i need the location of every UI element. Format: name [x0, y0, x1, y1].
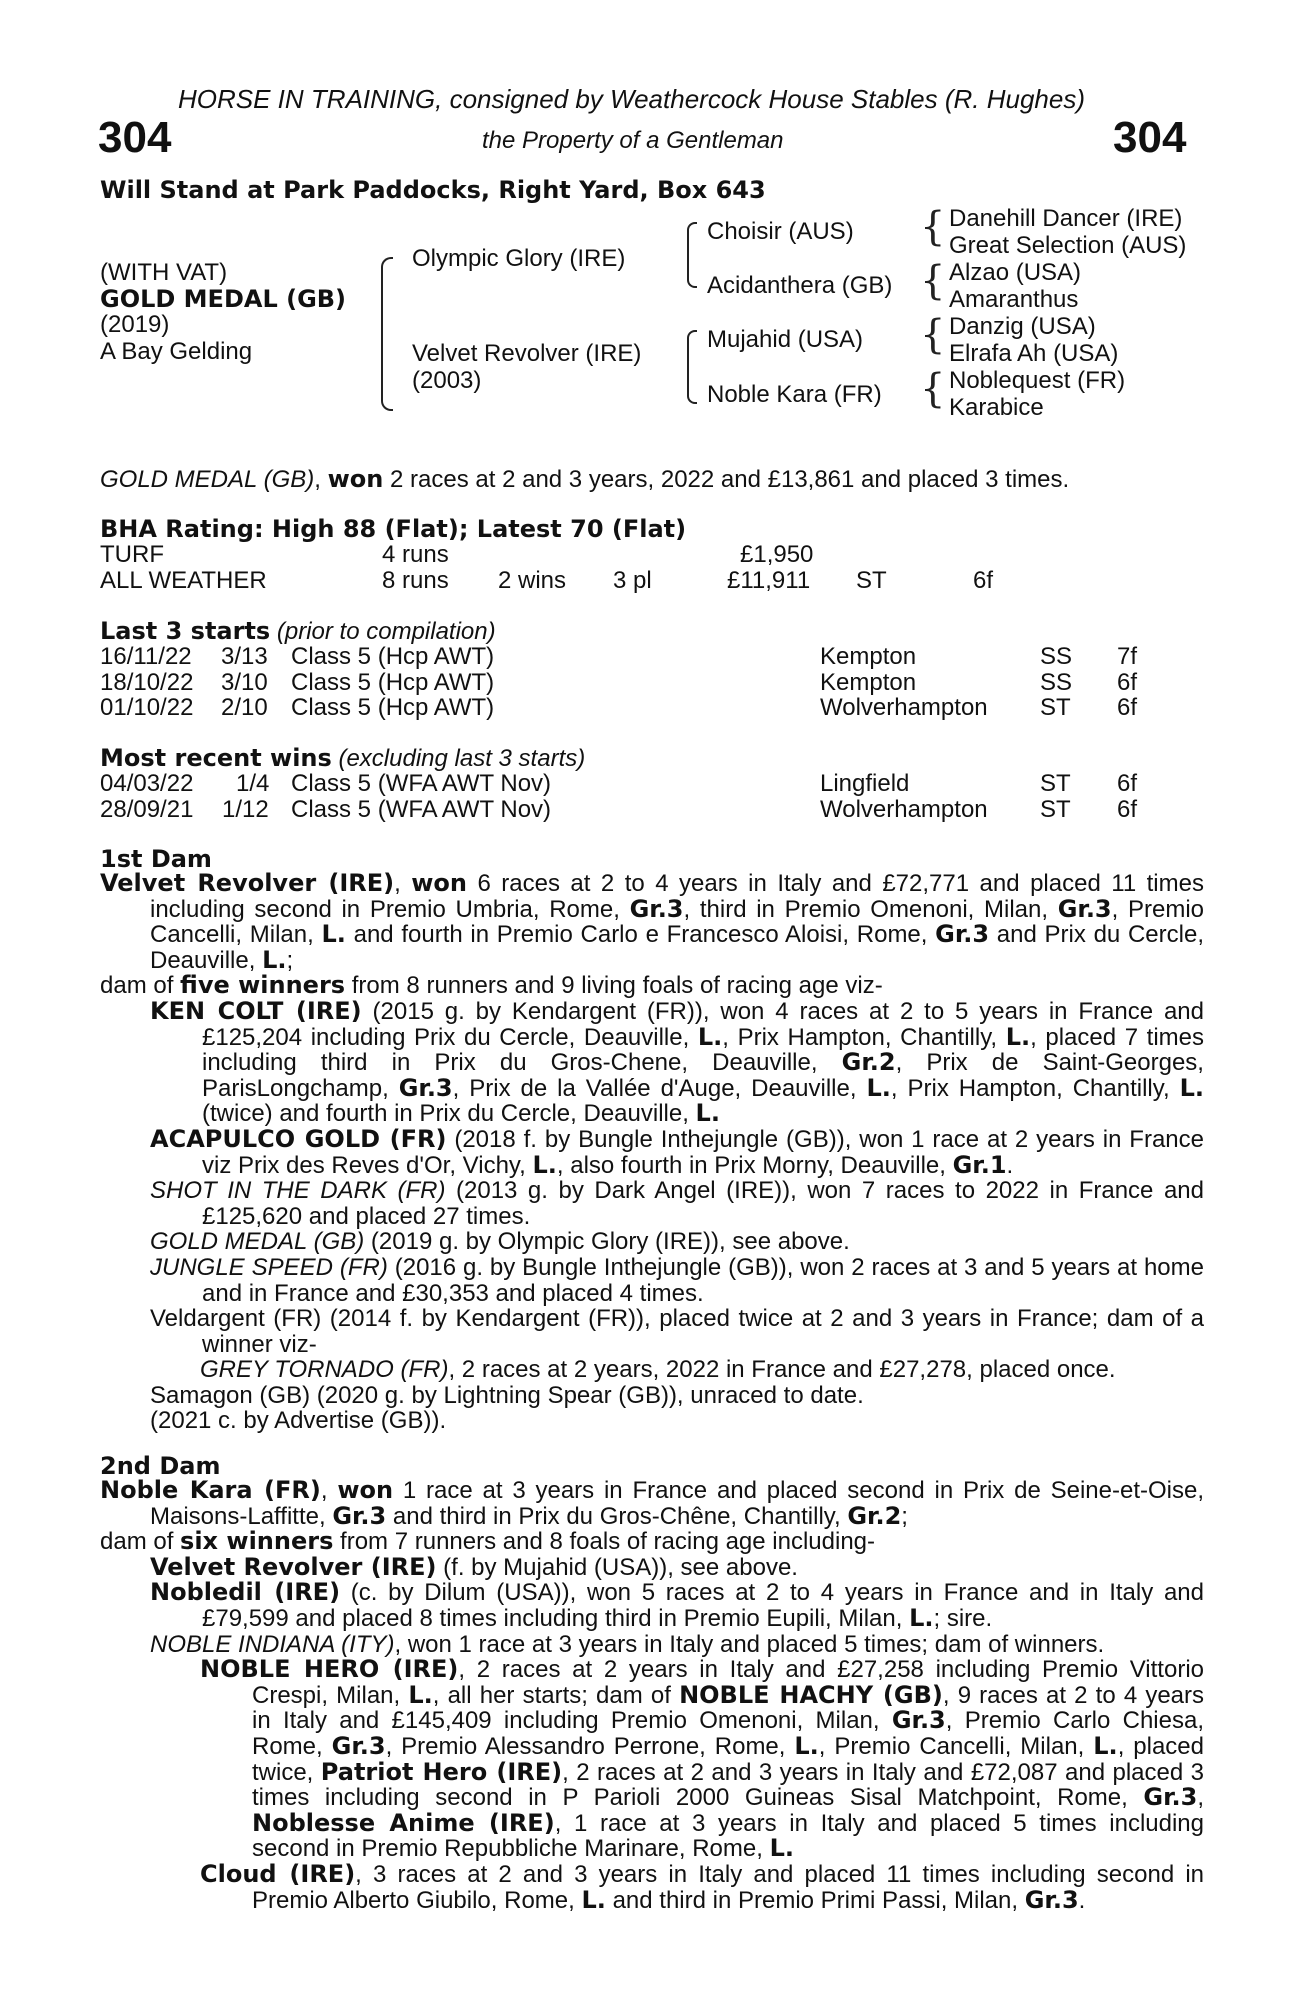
form-distance: 6f — [1117, 796, 1138, 823]
rating-runs: 8 runs — [382, 567, 449, 594]
pedigree-ddd: Karabice — [949, 394, 1044, 421]
pedigree-dss: Danzig (USA) — [949, 313, 1096, 340]
dam-record: Velvet Revolver (IRE), won 6 races at 2 to 4 years in Italy and £72,771 and placed 11 times including second in Premio Umbria, Rome, Gr.3, third in Premio Omenoni, Milan, Gr.3, Premio Cancelli, Milan, L. and fourth in Premio Carlo e Francesco Aloisi, Rome, Gr.3 and Prix du Cercle, Deauville, L.; — [100, 869, 1205, 974]
pedigree-dam: Velvet Revolver (IRE) — [412, 340, 642, 367]
produce-entry: ACAPULCO GOLD (FR) (2018 f. by Bungle Inthejungle (GB)), won 1 race at 2 years in France viz Prix des Reves d'Or, Vichy, L., also fourth in Prix Morny, Deauville, Gr.1. — [150, 1124, 1205, 1179]
form-date: 18/10/22 — [100, 669, 194, 696]
produce-entry: Veldargent (FR) (2014 f. by Kendargent (FR)), placed twice at 2 and 3 years in France; dam of a winner viz- — [150, 1305, 1204, 1358]
produce-entry: (2021 c. by Advertise (GB)). — [150, 1407, 447, 1435]
first-dam-heading: 1st Dam — [100, 845, 212, 873]
last3-heading: Last 3 starts (prior to compilation) — [100, 617, 496, 645]
produce-summary: dam of six winners from 7 runners and 8 foals of racing age including- — [100, 1527, 876, 1556]
rating-heading: BHA Rating: High 88 (Flat); Latest 70 (Flat) — [100, 515, 687, 543]
form-distance: 6f — [1117, 770, 1138, 797]
race-summary: GOLD MEDAL (GB), won 2 races at 2 and 3 years, 2022 and £13,861 and placed 3 times. — [100, 465, 1070, 493]
lot-number-right: 304 — [1113, 113, 1187, 162]
pedigree-dam-year: (2003) — [412, 367, 482, 394]
form-position: 3/10 — [221, 669, 268, 696]
form-going: ST — [1040, 694, 1071, 721]
rating-surface: TURF — [100, 541, 164, 568]
stand-location: Will Stand at Park Paddocks, Right Yard, Box 643 — [100, 176, 766, 204]
form-going: SS — [1040, 669, 1073, 696]
pedigree-sss: Danehill Dancer (IRE) — [949, 205, 1183, 232]
form-date: 04/03/22 — [100, 770, 194, 797]
form-position: 2/10 — [221, 694, 268, 721]
rating-placed: 3 pl — [613, 567, 652, 594]
form-position: 1/4 — [236, 770, 270, 797]
second-dam-heading: 2nd Dam — [100, 1452, 221, 1480]
form-class: Class 5 (WFA AWT Nov) — [291, 796, 552, 823]
property-line: the Property of a Gentleman — [482, 127, 784, 154]
form-course: Kempton — [820, 643, 917, 670]
form-distance: 6f — [1117, 694, 1138, 721]
form-distance: 6f — [1117, 669, 1138, 696]
pedigree-dsd: Elrafa Ah (USA) — [949, 340, 1119, 367]
form-position: 1/12 — [222, 796, 269, 823]
pedigree-brace-1: { — [920, 204, 946, 250]
form-class: Class 5 (Hcp AWT) — [291, 669, 495, 696]
rating-going: ST — [856, 567, 887, 594]
form-position: 3/13 — [221, 643, 268, 670]
form-course: Kempton — [820, 669, 917, 696]
form-date: 01/10/22 — [100, 694, 194, 721]
horse-name: GOLD MEDAL (GB) — [100, 285, 347, 313]
pedigree-sire: Olympic Glory (IRE) — [412, 245, 626, 272]
recent-wins-heading: Most recent wins (excluding last 3 starts) — [100, 744, 586, 772]
produce-entry: NOBLE INDIANA (ITY), won 1 race at 3 years in Italy and placed 5 times; dam of winners. — [150, 1630, 1105, 1658]
form-going: ST — [1040, 796, 1071, 823]
rating-prize: £1,950 — [740, 541, 814, 568]
produce-entry: Samagon (GB) (2020 g. by Lightning Spear (GB)), unraced to date. — [150, 1381, 864, 1409]
pedigree-sds: Alzao (USA) — [949, 259, 1082, 286]
produce-summary: dam of five winners from 8 runners and 9 living foals of racing age viz- — [100, 971, 883, 1000]
pedigree-sire-dam: Acidanthera (GB) — [707, 272, 893, 299]
form-date: 16/11/22 — [100, 643, 192, 670]
pedigree-brace-2: { — [920, 258, 946, 304]
pedigree-ssd: Great Selection (AUS) — [949, 232, 1187, 259]
pedigree-bracket-sire — [687, 222, 697, 288]
pedigree-brace-4: { — [920, 366, 946, 412]
form-class: Class 5 (WFA AWT Nov) — [291, 770, 552, 797]
pedigree-dam-sire: Mujahid (USA) — [707, 326, 864, 353]
summary-horse-name: GOLD MEDAL (GB) — [100, 466, 315, 493]
first-dam-section — [100, 871, 1204, 1434]
pedigree-dds: Noblequest (FR) — [949, 367, 1126, 394]
horse-description: A Bay Gelding — [100, 338, 253, 365]
rating-surface: ALL WEATHER — [100, 567, 267, 594]
form-distance: 7f — [1117, 643, 1138, 670]
form-course: Wolverhampton — [820, 694, 988, 721]
form-class: Class 5 (Hcp AWT) — [291, 694, 495, 721]
form-course: Wolverhampton — [820, 796, 988, 823]
consignor-line: HORSE IN TRAINING, consigned by Weathercock House Stables (R. Hughes) — [178, 84, 1085, 114]
form-going: ST — [1040, 770, 1071, 797]
produce-entry: GREY TORNADO (FR), 2 races at 2 years, 2022 in France and £27,278, placed once. — [200, 1356, 1116, 1384]
rating-distance: 6f — [973, 567, 994, 594]
pedigree-brace-3: { — [920, 312, 946, 358]
pedigree-bracket-dam — [687, 330, 697, 404]
pedigree-sire-sire: Choisir (AUS) — [707, 218, 854, 245]
pedigree-bracket-main — [381, 257, 393, 411]
horse-year: (2019) — [100, 311, 170, 338]
form-date: 28/09/21 — [100, 796, 194, 823]
produce-entry: Velvet Revolver (IRE) (f. by Mujahid (USA)), see above. — [150, 1552, 798, 1581]
produce-entry: JUNGLE SPEED (FR) (2016 g. by Bungle Inthejungle (GB)), won 2 races at 3 and 5 years at home and in France and £30,353 and placed 4 times. — [150, 1253, 1204, 1307]
form-class: Class 5 (Hcp AWT) — [291, 643, 495, 670]
produce-entry: KEN COLT (IRE) (2015 g. by Kendargent (FR)), won 4 races at 2 to 5 years in France and £125,204 including Prix du Cercle, Deauville, L., Prix Hampton, Chantilly, L., placed 7 times including third in Prix du Gros-Chene, Deauville, Gr.2, Prix de Saint-Georges, ParisLongchamp, Gr.3, Prix de la Vallée d'Auge, Deauville, L., Prix Hampton, Chantilly, L. (twice) and fourth in Prix du Cercle, Deauville, L. — [150, 996, 1204, 1128]
summary-text: 2 races at 2 and 3 years, 2022 and £13,861 and placed 3 times. — [383, 466, 1070, 493]
produce-entry: GOLD MEDAL (GB) (2019 g. by Olympic Glory (IRE)), see above. — [150, 1228, 850, 1256]
produce-entry: Nobledil (IRE) (c. by Dilum (USA)), won 5 races at 2 to 4 years in France and in Italy and £79,599 and placed 8 times including third in Premio Eupili, Milan, L.; sire. — [150, 1578, 1204, 1632]
vat-label: (WITH VAT) — [100, 259, 228, 286]
produce-entry: SHOT IN THE DARK (FR) (2013 g. by Dark Angel (IRE)), won 7 races to 2022 in France and £125,620 and placed 27 times. — [150, 1177, 1204, 1230]
rating-prize: £11,911 — [727, 567, 811, 594]
dam-record: Noble Kara (FR), won 1 race at 3 years in France and placed second in Prix de Seine-et-Oise, Maisons-Laffitte, Gr.3 and third in Prix du Gros-Chêne, Chantilly, Gr.2; — [100, 1476, 1204, 1530]
lot-number-left: 304 — [98, 113, 172, 162]
form-course: Lingfield — [820, 770, 910, 797]
rating-runs: 4 runs — [382, 541, 449, 568]
form-going: SS — [1040, 643, 1073, 670]
pedigree-sdd: Amaranthus — [949, 286, 1079, 313]
pedigree-dam-dam: Noble Kara (FR) — [707, 381, 882, 408]
produce-entry: NOBLE HERO (IRE), 2 races at 2 years in Italy and £27,258 including Premio Vittorio Crespi, Milan, L., all her starts; dam of NOBLE HACHY (GB), 9 races at 2 to 4 years in Italy and £145,409 including Premio Omenoni, Milan, Gr.3, Premio Carlo Chiesa, Rome, Gr.3, Premio Alessandro Perrone, Rome, L., Premio Cancelli, Milan, L., placed twice, Patriot Hero (IRE), 2 races at 2 and 3 years in Italy and £72,087 and placed 3 times including second in P Parioli 2000 Guineas Sisal Matchpoint, Rome, Gr.3, Noblesse Anime (IRE), 1 race at 3 years in Italy and placed 5 times including second in Premio Repubbliche Marinare, Rome, L. — [200, 1655, 1205, 1863]
rating-wins: 2 wins — [498, 567, 567, 594]
produce-entry: Cloud (IRE), 3 races at 2 and 3 years in Italy and placed 11 times including second in Premio Alberto Giubilo, Rome, L. and third in Premio Primi Passi, Milan, Gr.3. — [200, 1859, 1204, 1914]
summary-won: won — [327, 465, 384, 493]
second-dam-section — [100, 1478, 1204, 1913]
